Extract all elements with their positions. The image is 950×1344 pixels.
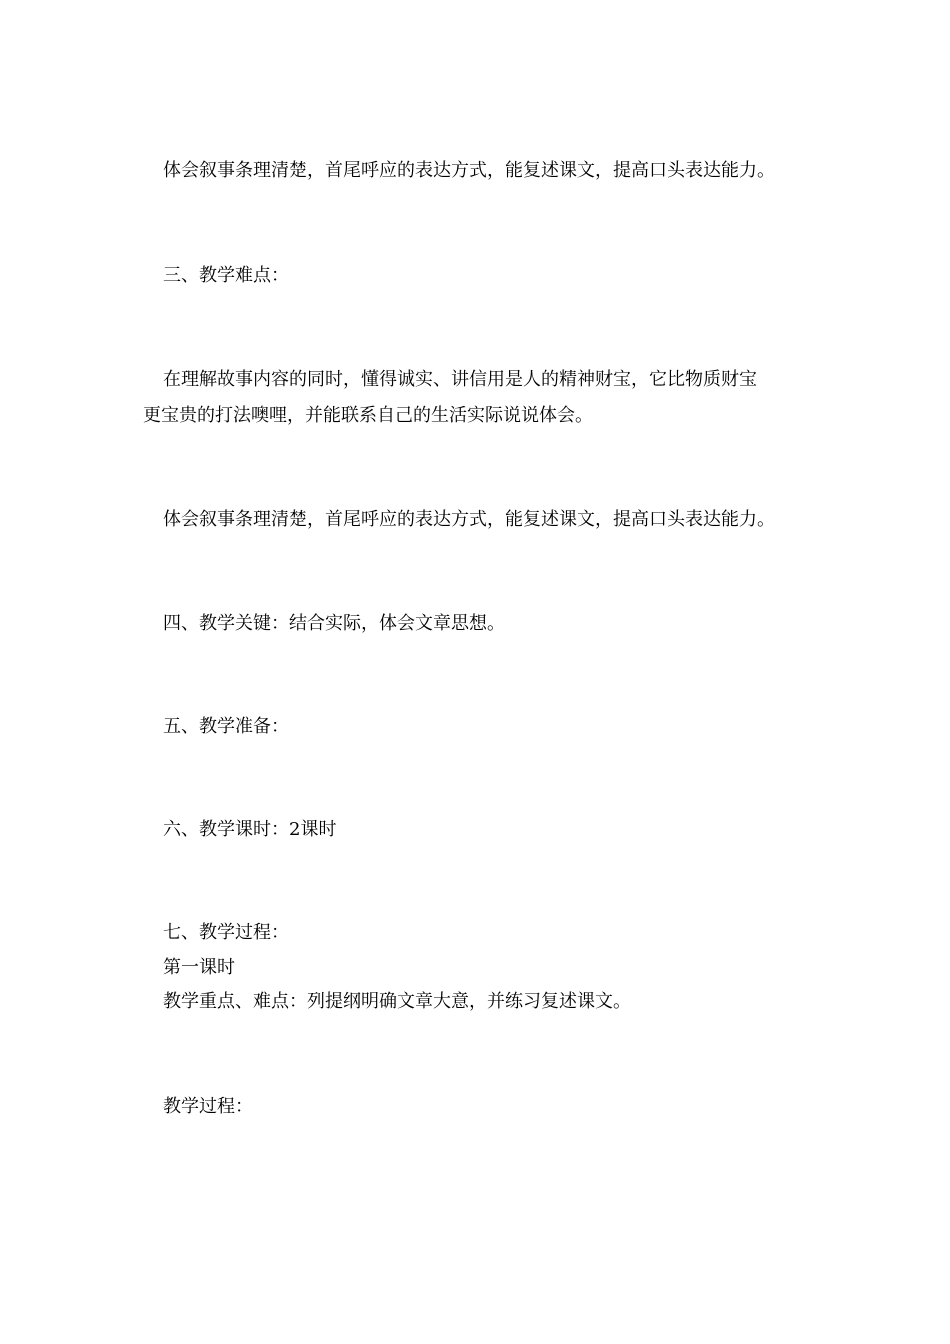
heading-teaching-key: 四、教学关键：结合实际，体会文章思想。 bbox=[163, 613, 505, 634]
paragraph-difficulties-line2: 更宝贵的打法噢哩，并能联系自己的生活实际说说体会。 bbox=[143, 405, 593, 426]
heading-teaching-process: 七、教学过程： bbox=[163, 922, 289, 943]
label-teaching-process: 教学过程： bbox=[163, 1096, 253, 1117]
heading-teaching-hours: 六、教学课时：2课时 bbox=[163, 819, 337, 840]
paragraph-focus-difficulties: 教学重点、难点：列提纲明确文章大意，并练习复述课文。 bbox=[163, 991, 631, 1012]
paragraph-expression-ability: 体会叙事条理清楚，首尾呼应的表达方式，能复述课文，提高口头表达能力。 bbox=[163, 160, 775, 181]
heading-teaching-difficulties: 三、教学难点： bbox=[163, 265, 289, 286]
paragraph-difficulties-line1: 在理解故事内容的同时，懂得诚实、讲信用是人的精神财宝，它比物质财宝 bbox=[163, 369, 757, 390]
heading-teaching-preparation: 五、教学准备： bbox=[163, 716, 289, 737]
lesson-one-label: 第一课时 bbox=[163, 957, 235, 978]
paragraph-expression-ability-repeat: 体会叙事条理清楚，首尾呼应的表达方式，能复述课文，提高口头表达能力。 bbox=[163, 509, 775, 530]
